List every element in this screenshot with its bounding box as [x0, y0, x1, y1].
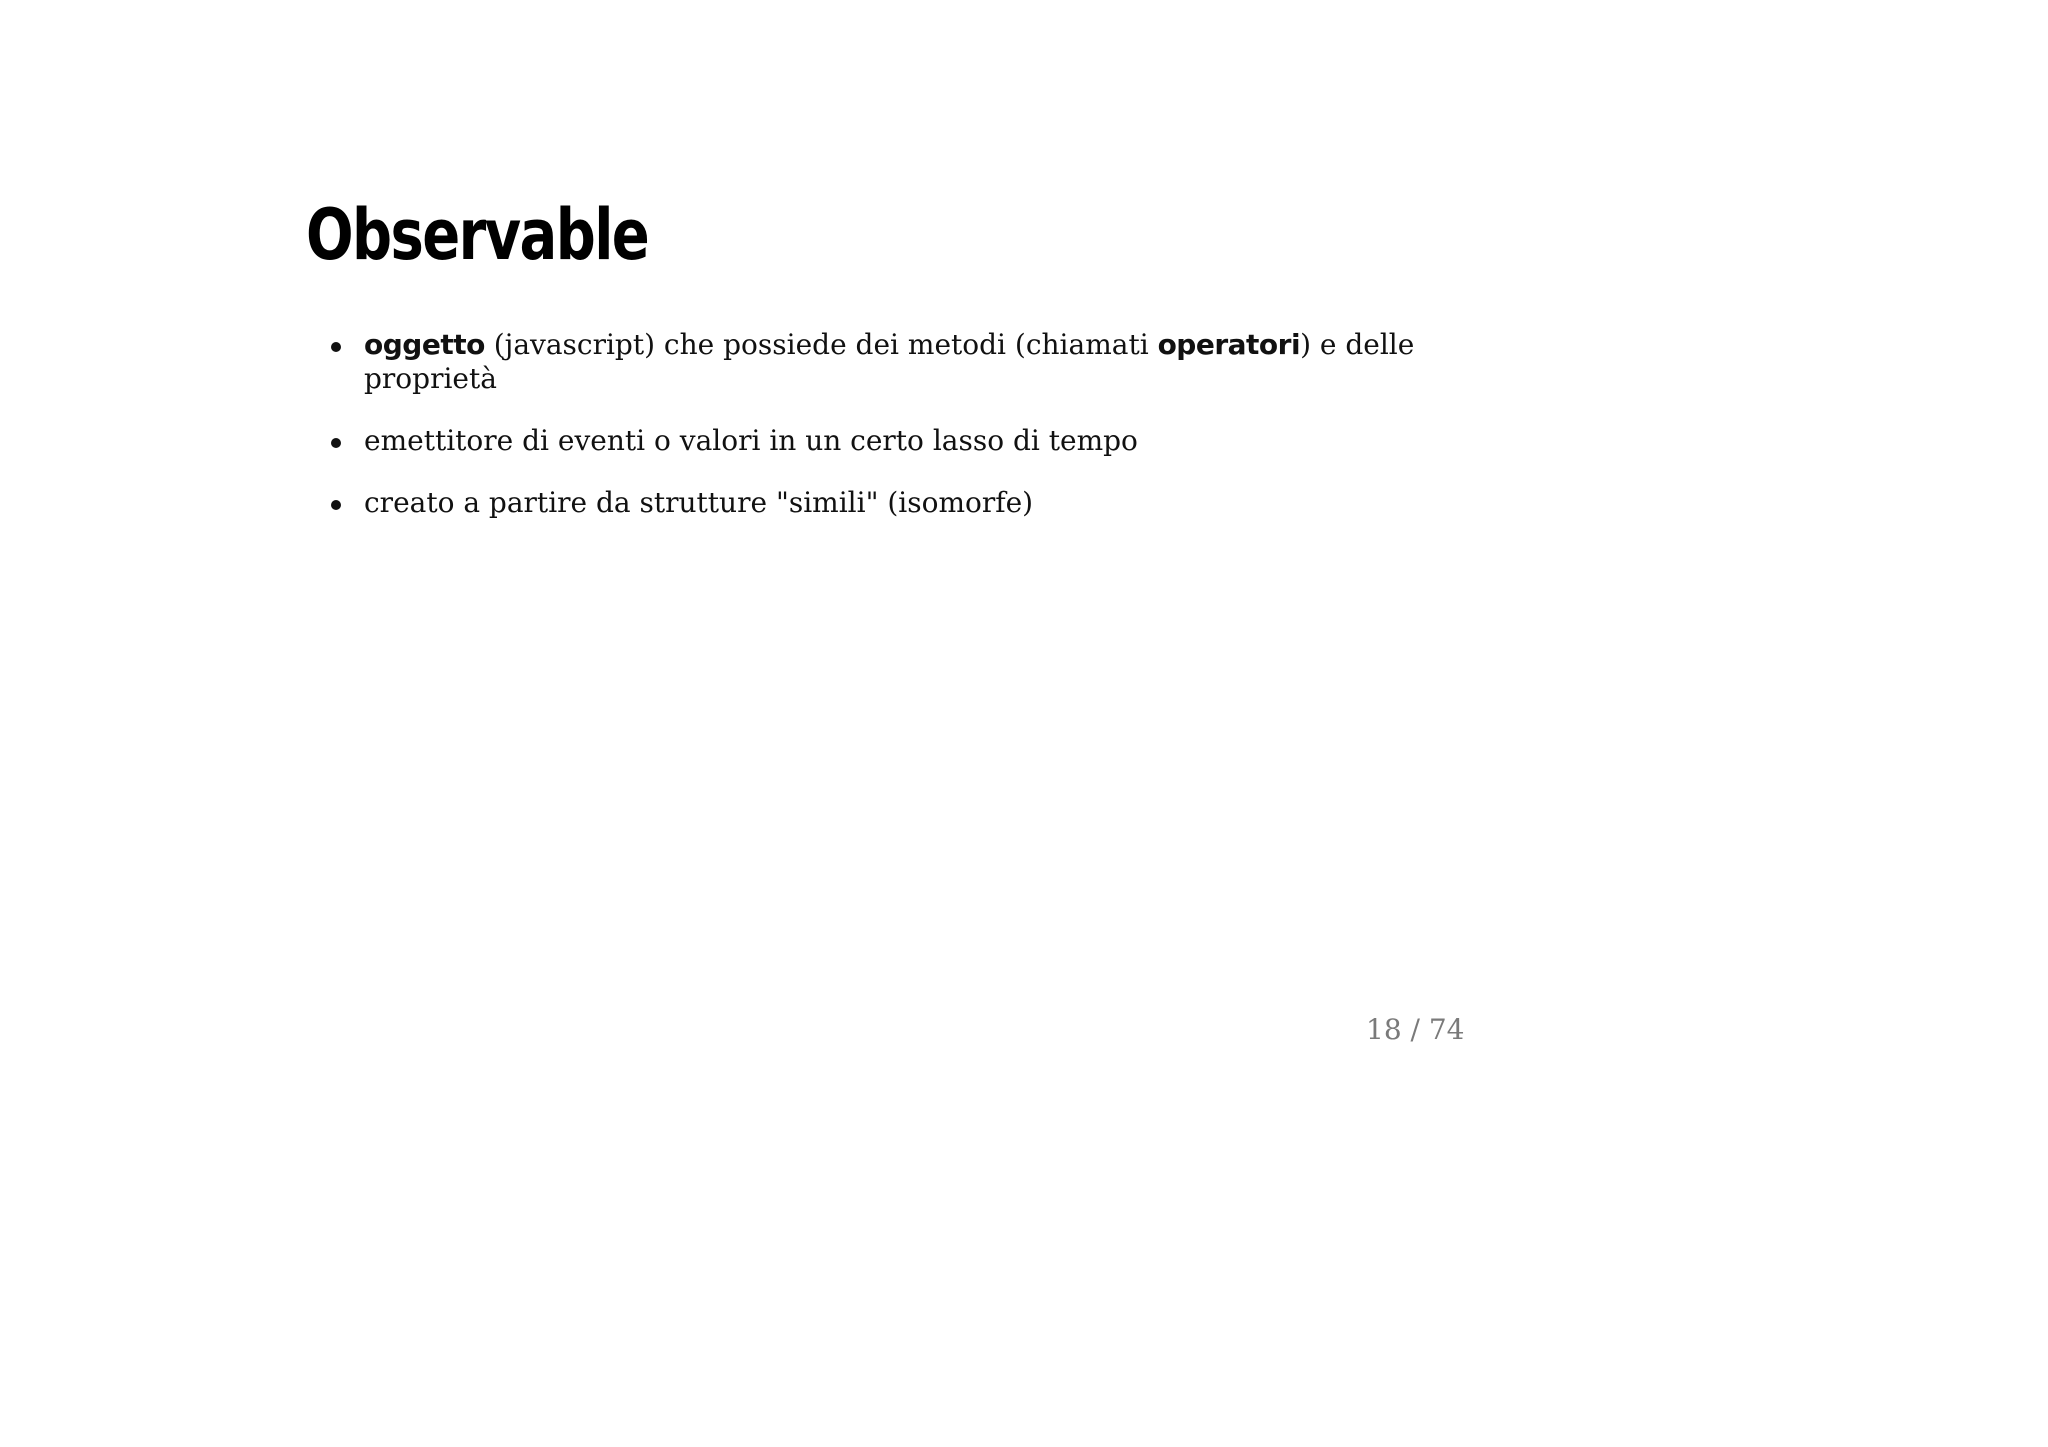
bullet-dot-icon: [331, 342, 341, 352]
bullet-dot-icon: [331, 438, 341, 448]
term-operatori: operatori: [1157, 328, 1301, 361]
slide-title: Observable: [306, 194, 649, 276]
term-oggetto: oggetto: [364, 328, 485, 361]
bullet-text: ) e delle proprietà: [364, 328, 1415, 395]
bullet-text: creato a partire da strutture "simili" (isomorfe): [364, 486, 1034, 519]
list-item: [364, 328, 1424, 396]
bullet-list: [306, 328, 1424, 548]
bullet-dot-icon: [331, 500, 341, 510]
page-number: 18 / 74: [1366, 1013, 1465, 1046]
list-item: [364, 486, 1424, 520]
list-item: [364, 424, 1424, 458]
bullet-text: emettitore di eventi o valori in un certo lasso di tempo: [364, 424, 1138, 457]
bullet-text: (javascript) che possiede dei metodi (chiamati: [484, 328, 1158, 361]
